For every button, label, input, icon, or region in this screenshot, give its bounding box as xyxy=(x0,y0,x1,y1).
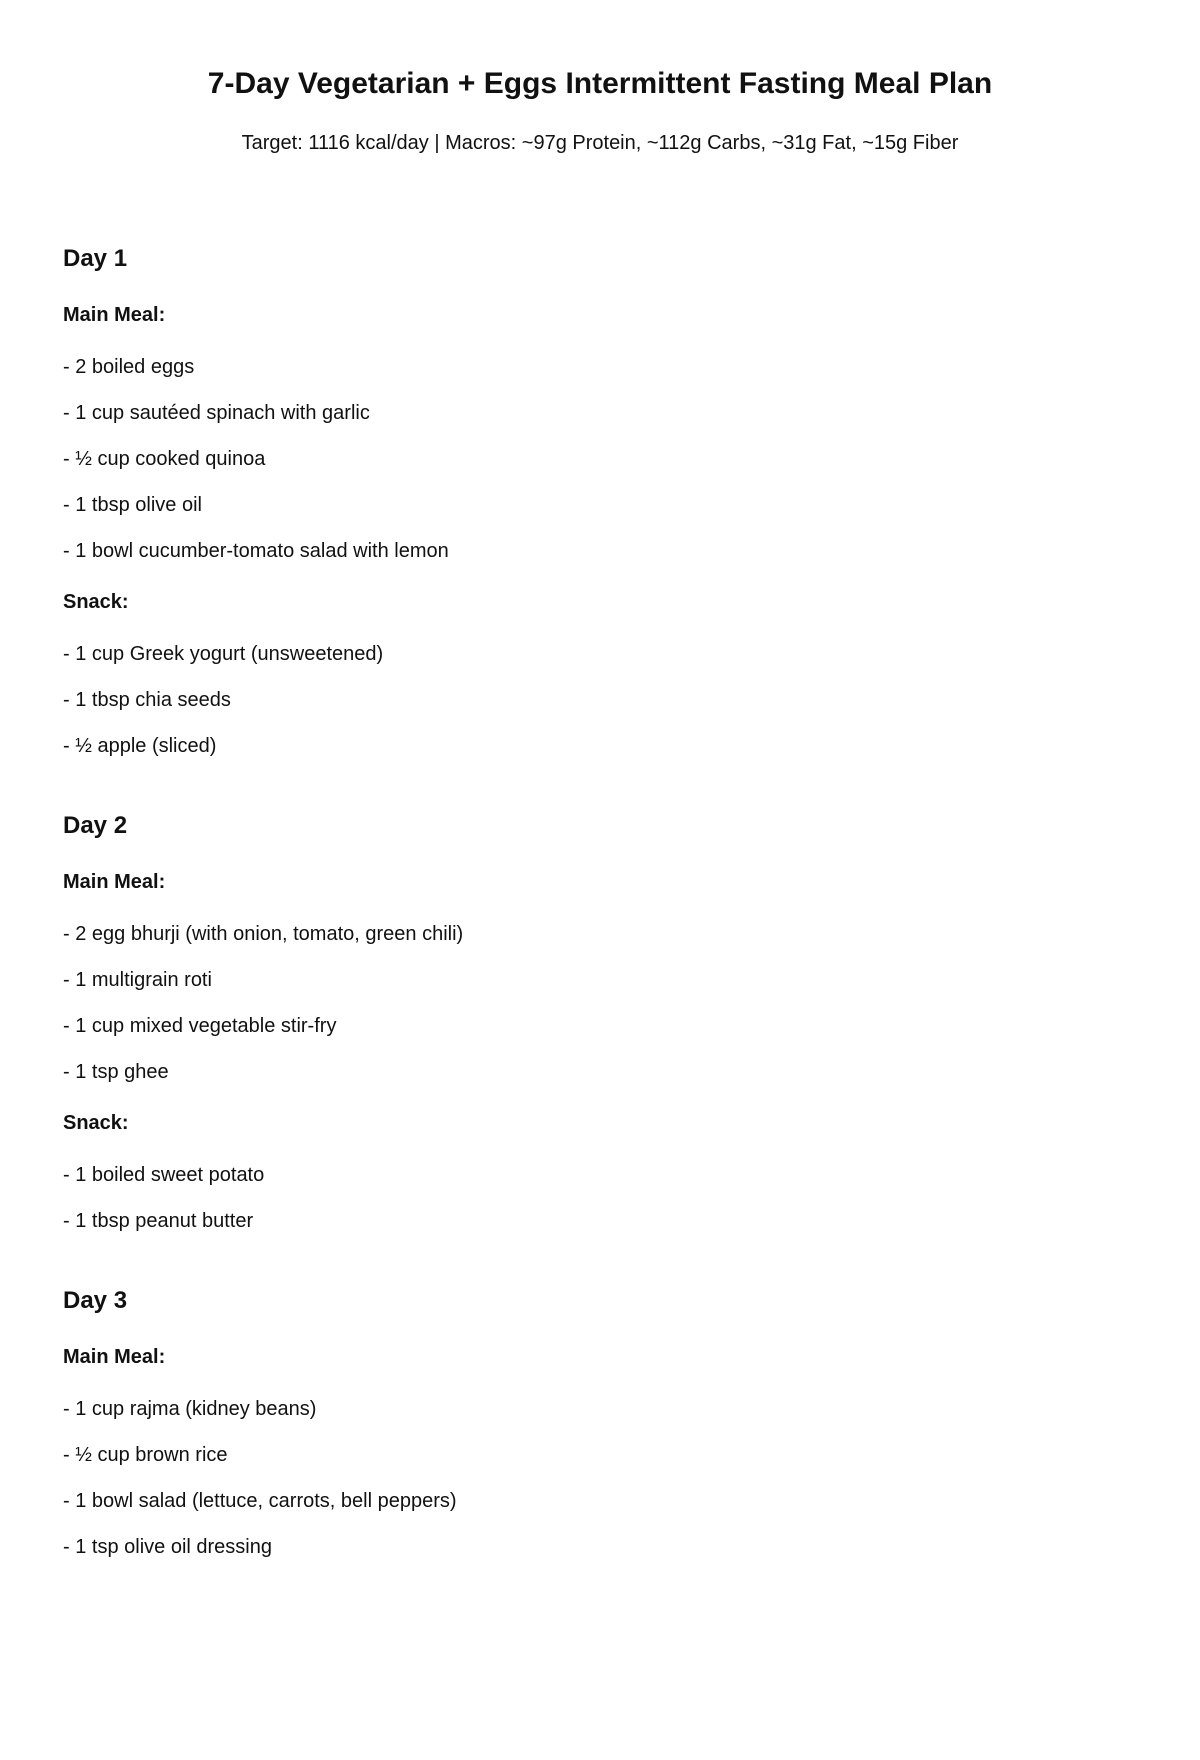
list-item: - 1 tbsp peanut butter xyxy=(63,1210,254,1232)
day-section xyxy=(63,809,1137,1244)
list-item: - 1 boiled sweet potato xyxy=(63,1164,265,1186)
list-item: - 1 tsp olive oil dressing xyxy=(63,1536,272,1558)
document-page xyxy=(0,64,1200,1570)
list-item: - 1 bowl salad (lettuce, carrots, bell peppers) xyxy=(63,1490,457,1512)
day-list xyxy=(63,242,1137,1570)
list-item: - 1 tbsp olive oil xyxy=(63,494,202,516)
list-item: - 1 cup sautéed spinach with garlic xyxy=(63,402,370,424)
list-item: - 1 tsp ghee xyxy=(63,1061,169,1083)
macro-target-summary: Target: 1116 kcal/day | Macros: ~97g Protein, ~112g Carbs, ~31g Fat, ~15g Fiber xyxy=(241,132,959,154)
list-item: - ½ cup cooked quinoa xyxy=(63,448,266,470)
day-section xyxy=(63,1284,1137,1570)
list-item: - 1 tbsp chia seeds xyxy=(63,689,231,711)
list-item: - 1 bowl cucumber-tomato salad with lemon xyxy=(63,540,449,562)
main-meal-label: Main Meal: xyxy=(63,1346,166,1368)
snack-label: Snack: xyxy=(63,1112,129,1134)
list-item: - ½ apple (sliced) xyxy=(63,735,217,757)
main-meal-label: Main Meal: xyxy=(63,871,166,893)
snack-label: Snack: xyxy=(63,591,129,613)
main-meal-label: Main Meal: xyxy=(63,304,166,326)
list-item: - ½ cup brown rice xyxy=(63,1444,228,1466)
list-item: - 1 cup Greek yogurt (unsweetened) xyxy=(63,643,384,665)
day-title: Day 2 xyxy=(63,812,128,839)
list-item: - 2 egg bhurji (with onion, tomato, green chili) xyxy=(63,923,464,945)
list-item: - 1 multigrain roti xyxy=(63,969,212,991)
list-item: - 1 cup rajma (kidney beans) xyxy=(63,1398,317,1420)
day-title: Day 1 xyxy=(63,245,128,272)
document-title: 7-Day Vegetarian + Eggs Intermittent Fasting Meal Plan xyxy=(207,67,993,100)
day-section xyxy=(63,242,1137,769)
day-title: Day 3 xyxy=(63,1287,128,1314)
list-item: - 2 boiled eggs xyxy=(63,356,195,378)
list-item: - 1 cup mixed vegetable stir-fry xyxy=(63,1015,337,1037)
